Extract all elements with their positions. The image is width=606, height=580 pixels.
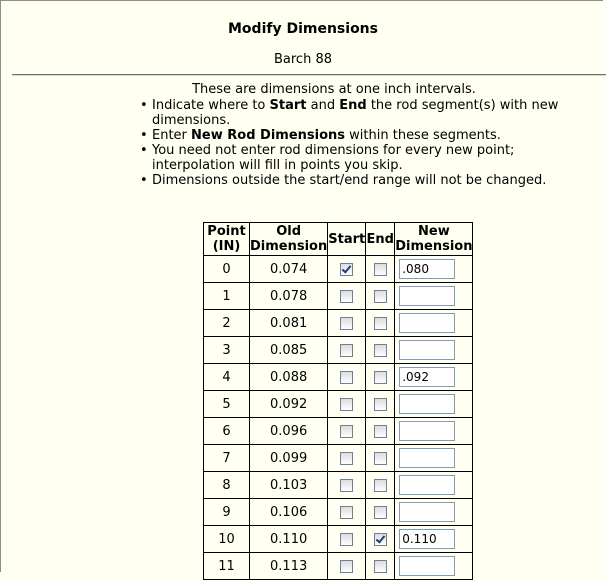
- table-row: [204, 526, 473, 553]
- new-dimension-input[interactable]: [399, 367, 455, 387]
- point-cell: 5: [204, 391, 250, 418]
- point-cell: 8: [204, 472, 250, 499]
- start-checkbox[interactable]: [340, 263, 353, 276]
- end-cell: [366, 499, 395, 526]
- old-dimension-cell: 0.110: [250, 526, 328, 553]
- table-row: [204, 364, 473, 391]
- old-dimension-cell: 0.092: [250, 391, 328, 418]
- start-cell: [328, 310, 366, 337]
- end-checkbox[interactable]: [374, 371, 387, 384]
- start-cell: [328, 445, 366, 472]
- end-checkbox[interactable]: [374, 398, 387, 411]
- point-cell: 2: [204, 310, 250, 337]
- start-checkbox[interactable]: [340, 479, 353, 492]
- instruction-item: • Indicate where to Start and End the rod segment(s) with new dimensions.: [152, 98, 592, 128]
- end-checkbox[interactable]: [374, 425, 387, 438]
- divider: [12, 74, 606, 76]
- start-checkbox[interactable]: [340, 452, 353, 465]
- end-cell: [366, 310, 395, 337]
- start-cell: [328, 472, 366, 499]
- start-cell: [328, 391, 366, 418]
- end-cell: [366, 472, 395, 499]
- new-dimension-cell: [395, 418, 473, 445]
- new-dimension-input[interactable]: [399, 502, 455, 522]
- start-checkbox[interactable]: [340, 425, 353, 438]
- table-row: [204, 553, 473, 580]
- start-cell: [328, 553, 366, 580]
- table-row: [204, 445, 473, 472]
- header-end: End: [366, 223, 395, 256]
- table-row: [204, 256, 473, 283]
- old-dimension-cell: 0.096: [250, 418, 328, 445]
- new-dimension-cell: [395, 472, 473, 499]
- rod-name: Barch 88: [273, 52, 332, 67]
- intro-text: These are dimensions at one inch intervals.: [192, 82, 476, 97]
- point-cell: 9: [204, 499, 250, 526]
- old-dimension-cell: 0.106: [250, 499, 328, 526]
- old-dimension-cell: 0.081: [250, 310, 328, 337]
- start-cell: [328, 283, 366, 310]
- end-checkbox[interactable]: [374, 452, 387, 465]
- new-dimension-cell: [395, 499, 473, 526]
- new-dimension-input[interactable]: [399, 529, 455, 549]
- new-dimension-cell: [395, 553, 473, 580]
- old-dimension-cell: 0.088: [250, 364, 328, 391]
- end-checkbox[interactable]: [374, 506, 387, 519]
- end-cell: [366, 337, 395, 364]
- point-cell: 7: [204, 445, 250, 472]
- end-cell: [366, 553, 395, 580]
- new-dimension-cell: [395, 445, 473, 472]
- end-cell: [366, 283, 395, 310]
- instruction-item: • Enter New Rod Dimensions within these segments.: [152, 128, 592, 143]
- new-dimension-input[interactable]: [399, 259, 455, 279]
- new-dimension-cell: [395, 283, 473, 310]
- end-checkbox[interactable]: [374, 290, 387, 303]
- table-row: [204, 310, 473, 337]
- point-cell: 6: [204, 418, 250, 445]
- old-dimension-cell: 0.074: [250, 256, 328, 283]
- start-cell: [328, 337, 366, 364]
- start-checkbox[interactable]: [340, 317, 353, 330]
- start-checkbox[interactable]: [340, 290, 353, 303]
- new-dimension-cell: [395, 337, 473, 364]
- end-cell: [366, 418, 395, 445]
- table-header-row: [204, 223, 473, 256]
- new-dimension-cell: [395, 391, 473, 418]
- table-row: [204, 283, 473, 310]
- end-cell: [366, 256, 395, 283]
- end-checkbox[interactable]: [374, 344, 387, 357]
- new-dimension-cell: [395, 310, 473, 337]
- point-cell: 3: [204, 337, 250, 364]
- end-cell: [366, 391, 395, 418]
- new-dimension-input[interactable]: [399, 340, 455, 360]
- new-dimension-input[interactable]: [399, 475, 455, 495]
- new-dimension-cell: [395, 526, 473, 553]
- start-checkbox[interactable]: [340, 344, 353, 357]
- new-dimension-input[interactable]: [399, 286, 455, 306]
- header-new-dimension: New Dimension: [395, 224, 473, 254]
- new-dimension-input[interactable]: [399, 556, 455, 576]
- new-dimension-input[interactable]: [399, 394, 455, 414]
- new-dimension-input[interactable]: [399, 421, 455, 441]
- end-checkbox[interactable]: [374, 533, 387, 546]
- table-row: [204, 418, 473, 445]
- start-checkbox[interactable]: [340, 398, 353, 411]
- end-cell: [366, 364, 395, 391]
- table-row: [204, 337, 473, 364]
- start-cell: [328, 418, 366, 445]
- start-cell: [328, 256, 366, 283]
- start-cell: [328, 364, 366, 391]
- old-dimension-cell: 0.113: [250, 553, 328, 580]
- table-row: [204, 499, 473, 526]
- header-old-dimension: Old Dimension: [250, 224, 328, 254]
- point-cell: 4: [204, 364, 250, 391]
- header-start: Start: [328, 223, 366, 256]
- end-checkbox[interactable]: [374, 560, 387, 573]
- table-row: [204, 391, 473, 418]
- start-cell: [328, 526, 366, 553]
- start-cell: [328, 499, 366, 526]
- new-dimension-input[interactable]: [399, 448, 455, 468]
- end-cell: [366, 526, 395, 553]
- old-dimension-cell: 0.099: [250, 445, 328, 472]
- start-checkbox[interactable]: [340, 371, 353, 384]
- end-checkbox[interactable]: [374, 317, 387, 330]
- old-dimension-cell: 0.078: [250, 283, 328, 310]
- new-dimension-cell: [395, 256, 473, 283]
- page-title: Modify Dimensions: [228, 21, 378, 37]
- instructions-list: [152, 98, 592, 188]
- point-cell: 0: [204, 256, 250, 283]
- start-checkbox[interactable]: [340, 560, 353, 573]
- table-row: [204, 472, 473, 499]
- new-dimension-input[interactable]: [399, 313, 455, 333]
- dimensions-table: [203, 222, 473, 580]
- header-point: Point (IN): [204, 223, 250, 256]
- end-checkbox[interactable]: [374, 479, 387, 492]
- point-cell: 1: [204, 283, 250, 310]
- point-cell: 11: [204, 553, 250, 580]
- end-cell: [366, 445, 395, 472]
- new-dimension-cell: [395, 364, 473, 391]
- old-dimension-cell: 0.085: [250, 337, 328, 364]
- start-checkbox[interactable]: [340, 533, 353, 546]
- end-checkbox[interactable]: [374, 263, 387, 276]
- instruction-item: • Dimensions outside the start/end range will not be changed.: [152, 173, 592, 188]
- old-dimension-cell: 0.103: [250, 472, 328, 499]
- point-cell: 10: [204, 526, 250, 553]
- start-checkbox[interactable]: [340, 506, 353, 519]
- instruction-item: • You need not enter rod dimensions for every new point; interpolation will fill in points you skip.: [152, 143, 592, 173]
